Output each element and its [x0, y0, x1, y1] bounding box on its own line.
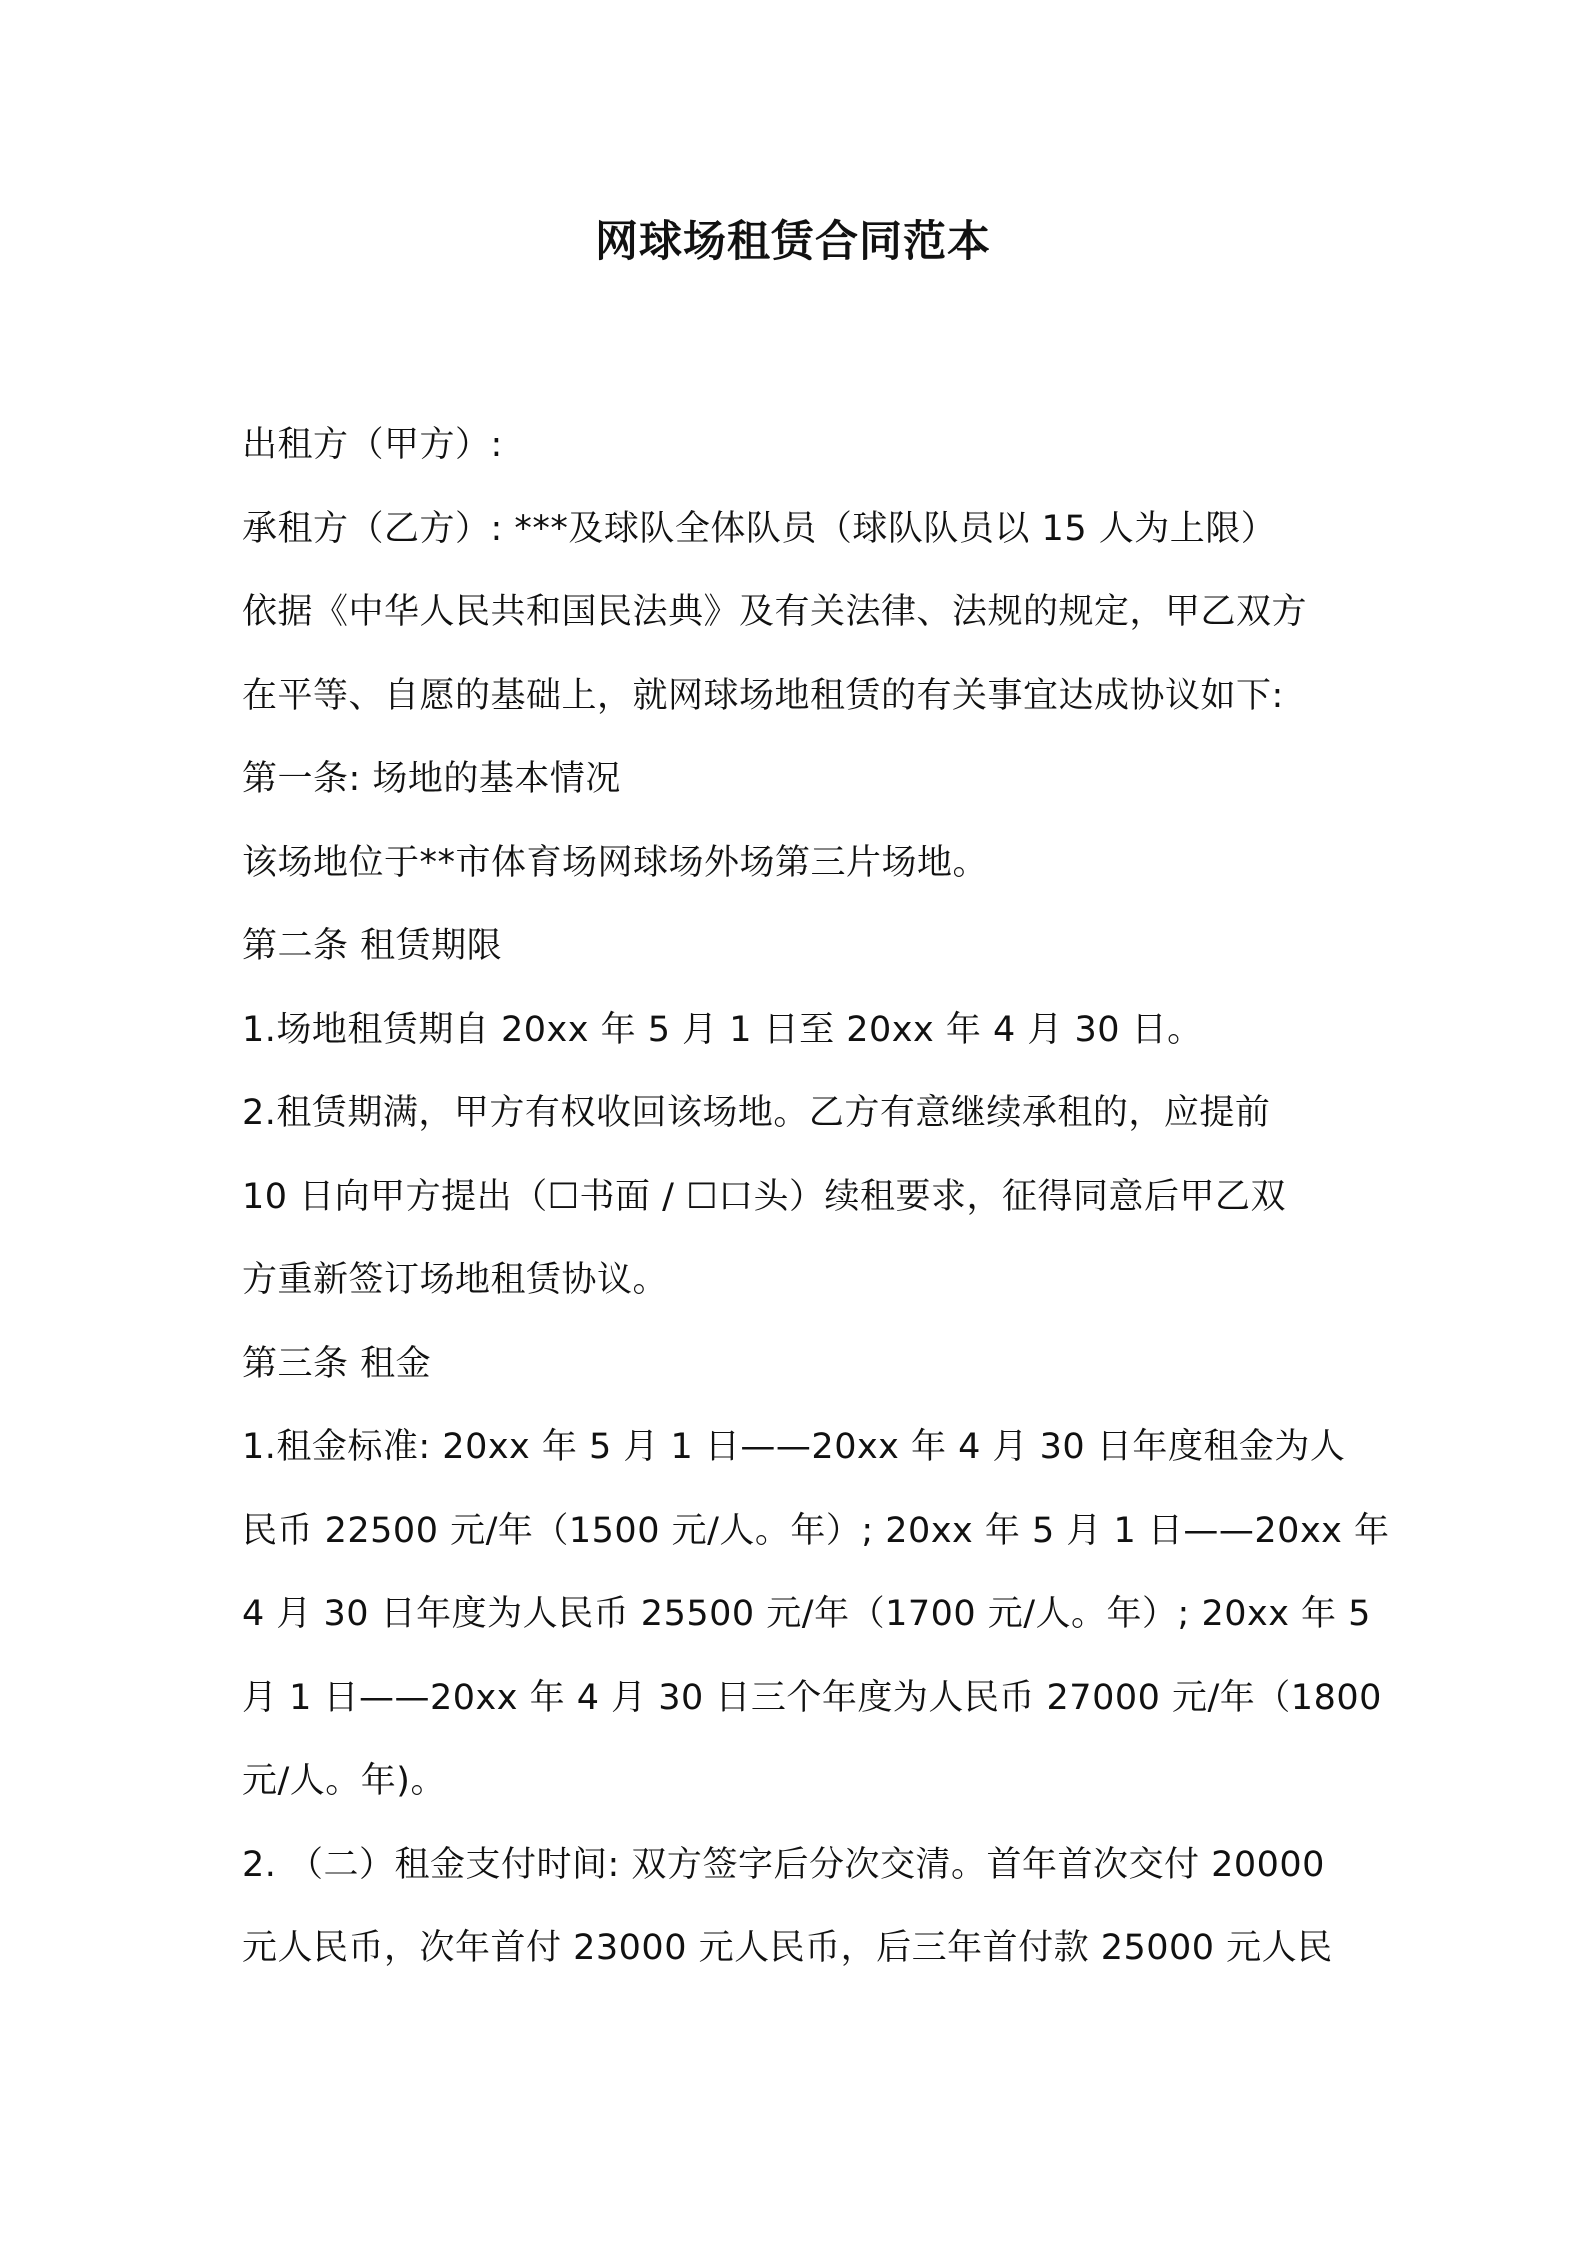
- preamble-line: 在平等、自愿的基础上，就网球场地租赁的有关事宜达成协议如下:: [242, 675, 1284, 716]
- article-2-item: 方重新签订场地租赁协议。: [242, 1260, 669, 1300]
- article-3-item: 民币 22500 元/年（1500 元/人。年）; 20xx 年 5 月 1 日——20xx 年: [242, 1510, 1390, 1551]
- page-title: 网球场租赁合同范本: [595, 217, 991, 267]
- preamble-line: 依据《中华人民共和国民法典》及有关法律、法规的规定，甲乙双方: [242, 592, 1308, 632]
- article-3-item: 元人民币，次年首付 23000 元人民币，后三年首付款 25000 元人民: [242, 1928, 1333, 1968]
- article-2-item: 1.场地租赁期自 20xx 年 5 月 1 日至 20xx 年 4 月 30 日。: [242, 1009, 1203, 1050]
- article-2-item: 10 日向甲方提出（☐书面 / ☐口头）续租要求，征得同意后甲乙双: [242, 1176, 1286, 1217]
- article-3-heading: 第三条 租金: [242, 1343, 432, 1384]
- article-3-item: 月 1 日——20xx 年 4 月 30 日三个年度为人民币 27000 元/年（1800: [242, 1677, 1382, 1718]
- article-2-heading: 第二条 租赁期限: [242, 926, 503, 966]
- article-2-item: 2.租赁期满，甲方有权收回该场地。乙方有意继续承租的，应提前: [242, 1093, 1271, 1133]
- contract-body: [242, 404, 1390, 1991]
- article-3-item: 1.租金标准: 20xx 年 5 月 1 日——20xx 年 4 月 30 日年度租金为人: [242, 1427, 1346, 1467]
- article-3-item: 元/人。年)。: [242, 1761, 446, 1801]
- lessor-line: 出租方（甲方）:: [242, 425, 503, 465]
- article-1-text: 该场地位于**市体育场网球场外场第三片场地。: [242, 842, 989, 883]
- article-1-heading: 第一条: 场地的基本情况: [242, 759, 621, 799]
- lessee-line: 承租方（乙方）: ***及球队全体队员（球队队员以 15 人为上限）: [242, 508, 1277, 549]
- article-3-item: 2. （二）租金支付时间: 双方签字后分次交清。首年首次交付 20000: [242, 1844, 1325, 1885]
- article-3-item: 4 月 30 日年度为人民币 25500 元/年（1700 元/人。年）; 20xx 年 5: [242, 1594, 1371, 1634]
